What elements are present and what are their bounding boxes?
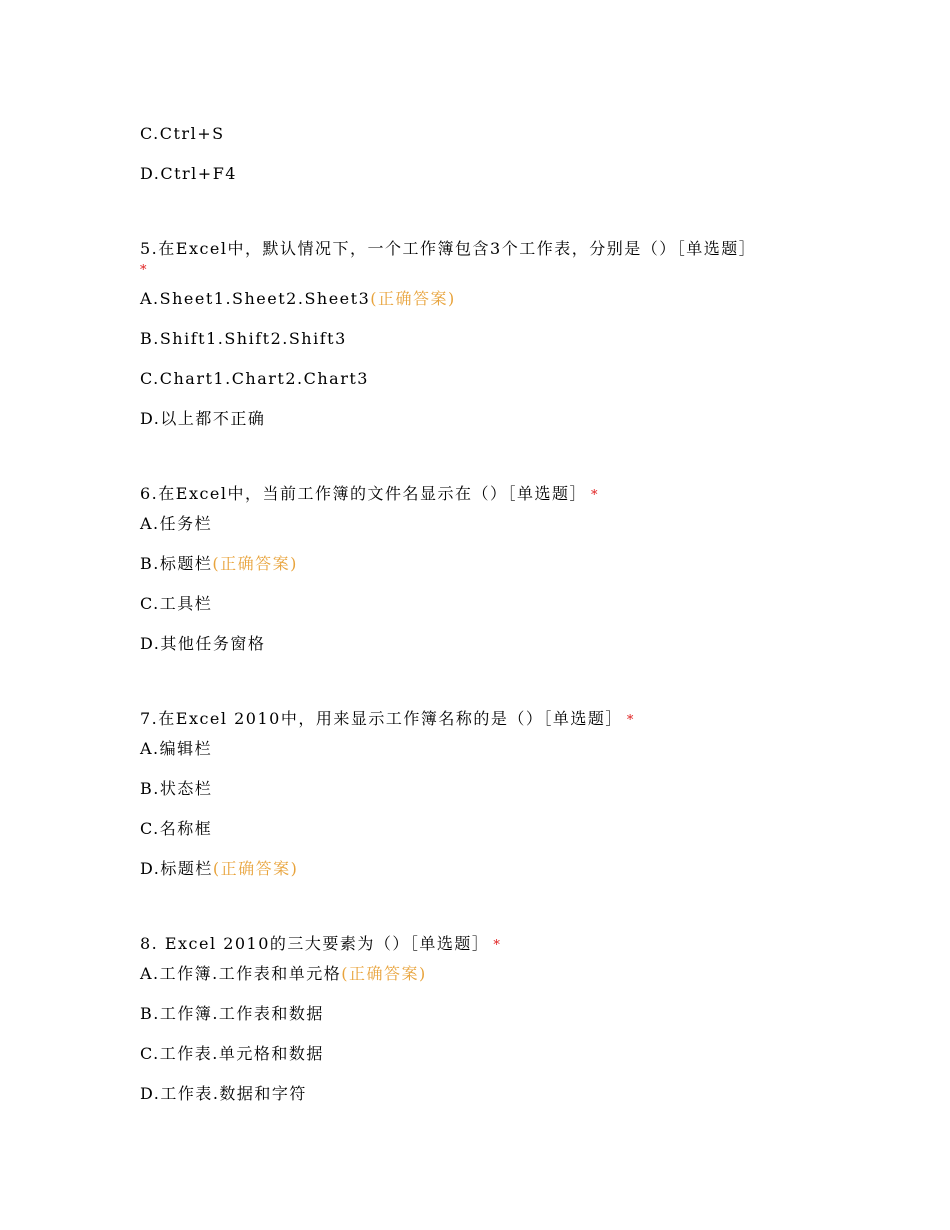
- q5-stem: [140, 239, 756, 259]
- q7-option-a: [140, 739, 212, 759]
- option-text: B.标题栏: [140, 554, 213, 573]
- q6-stem: [140, 484, 599, 506]
- q5-option-c: [140, 369, 369, 389]
- option-text: B.状态栏: [140, 779, 213, 798]
- q8-option-d: [140, 1084, 307, 1104]
- option-text: C.Ctrl+S: [140, 124, 225, 143]
- correct-answer-marker: (正确答案): [370, 289, 456, 308]
- question-text: 7.在Excel 2010中，用来显示工作簿名称的是（）［单选题］: [140, 709, 623, 728]
- q5-option-d: [140, 409, 265, 429]
- q7-option-b: [140, 779, 212, 799]
- q4-option-c: [140, 124, 225, 144]
- option-text: A.任务栏: [140, 514, 213, 533]
- required-marker: *: [591, 488, 600, 503]
- question-text: 6.在Excel中，当前工作簿的文件名显示在（）［单选题］: [140, 484, 588, 503]
- option-text: C.名称框: [140, 819, 213, 838]
- option-text: D.标题栏: [140, 859, 213, 878]
- q6-option-c: [140, 594, 212, 614]
- q7-option-d: [140, 859, 298, 879]
- correct-answer-marker: (正确答案): [212, 859, 299, 878]
- question-text: 5.在Excel中，默认情况下，一个工作簿包含3个工作表，分别是（）［单选题］: [140, 239, 757, 258]
- question-text: 8. Excel 2010的三大要素为（）［单选题］: [140, 934, 490, 953]
- correct-answer-marker: (正确答案): [212, 554, 298, 573]
- option-text: D.其他任务窗格: [140, 634, 266, 653]
- option-text: B.Shift1.Shift2.Shift3: [140, 329, 347, 348]
- q4-option-d: [140, 164, 237, 184]
- option-text: D.工作表.数据和字符: [140, 1084, 307, 1103]
- option-text: C.Chart1.Chart2.Chart3: [140, 369, 369, 388]
- q8-option-c: [140, 1044, 324, 1064]
- correct-answer-marker: (正确答案): [341, 964, 427, 983]
- q6-option-b: [140, 554, 298, 574]
- required-marker: *: [626, 713, 635, 728]
- required-marker: *: [493, 938, 502, 953]
- option-text: C.工作表.单元格和数据: [140, 1044, 324, 1063]
- q8-option-b: [140, 1004, 324, 1024]
- q8-option-a: [140, 964, 427, 984]
- q7-stem: [140, 709, 635, 731]
- q7-option-c: [140, 819, 212, 839]
- option-text: D.以上都不正确: [140, 409, 266, 428]
- option-text: B.工作簿.工作表和数据: [140, 1004, 324, 1023]
- option-text: A.编辑栏: [140, 739, 213, 758]
- q8-stem: [140, 934, 501, 956]
- q6-option-d: [140, 634, 265, 654]
- q6-option-a: [140, 514, 212, 534]
- option-text: D.Ctrl+F4: [140, 164, 237, 183]
- option-text: A.工作簿.工作表和单元格: [140, 964, 342, 983]
- q5-option-a: [140, 289, 456, 309]
- q5-option-b: [140, 329, 347, 349]
- q5-required-marker: *: [140, 263, 147, 278]
- option-text: C.工具栏: [140, 594, 213, 613]
- option-text: A.Sheet1.Sheet2.Sheet3: [140, 289, 371, 308]
